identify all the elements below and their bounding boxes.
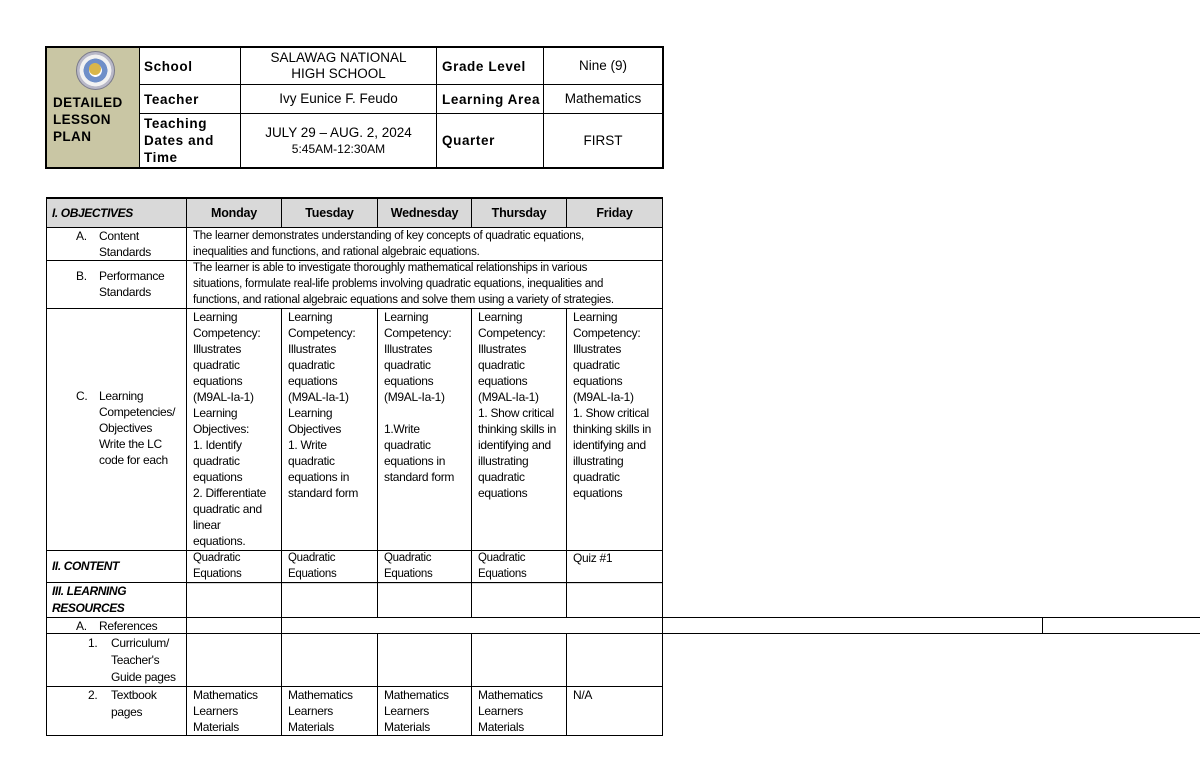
grid-line (46, 633, 1200, 634)
resources-shade (186, 583, 662, 584)
teacher-value: Ivy Eunice F. Feudo (241, 85, 437, 114)
grid-line (1042, 617, 1043, 634)
grid-line (471, 633, 472, 735)
textbook-thursday: Mathematics Learners Materials (478, 688, 543, 734)
learning-resources-heading: III. LEARNING RESOURCES (52, 584, 127, 615)
content-thursday: Quadratic Equations (478, 552, 527, 580)
grade-level-label: Grade Level (437, 48, 544, 85)
grid-line (281, 308, 282, 617)
references-letter: A. (76, 619, 87, 633)
learning-area-label: Learning Area (437, 85, 544, 114)
time-value: 5:45AM-12:30AM (291, 141, 386, 156)
content-heading: II. CONTENT (52, 559, 119, 573)
learning-area-value: Mathematics (544, 85, 662, 114)
school-label: School (139, 48, 241, 85)
grid-line (566, 633, 567, 735)
grid-line (46, 582, 663, 583)
competencies-letter: C. (76, 389, 88, 403)
day-header-wednesday: Wednesday (390, 206, 459, 220)
performance-standards-text: The learner is able to investigate thoroughly mathematical relationships in various situations, formulate real-life problems involving quadratic equations, inequalities and functions, and rational algebraic equations and solve them using a variety of strategies. (193, 262, 614, 306)
content-standards-label: Content Standards (99, 229, 152, 259)
day-header-tuesday: Tuesday (305, 206, 354, 220)
title-line-1: DETAILED (53, 95, 123, 110)
grid-line (281, 617, 282, 634)
grid-line (46, 617, 1200, 618)
content-monday: Quadratic Equations (193, 552, 242, 580)
dates-label-line-2: Dates and (144, 133, 214, 148)
performance-standards-letter: B. (76, 269, 87, 283)
competencies-monday: Learning Competency: Illustrates quadratic equations (M9AL-Ia-1) Learning Objectives: 1. Identify quadratic equations 2. Differentiate quadratic and linear equations. (193, 310, 267, 548)
content-tuesday: Quadratic Equations (288, 552, 337, 580)
day-header-friday: Friday (596, 206, 633, 220)
title-line-3: PLAN (53, 129, 92, 144)
performance-standards-label: Performance Standards (99, 269, 165, 299)
grid-line (377, 633, 378, 735)
competencies-tuesday: Learning Competency: Illustrates quadratic equations (M9AL-Ia-1) Learning Objectives 1. Write quadratic equations in standard form (288, 310, 359, 500)
day-header-monday: Monday (210, 206, 258, 220)
grid-line (281, 633, 282, 735)
teaching-dates-value (241, 114, 437, 167)
quarter-value: FIRST (583, 132, 623, 148)
grid-line (46, 550, 663, 551)
content-friday: Quiz #1 (573, 551, 613, 565)
teaching-dates-label (139, 114, 241, 167)
textbook-friday: N/A (573, 688, 593, 702)
textbook-number: 2. (88, 688, 98, 702)
day-header-thursday: Thursday (491, 206, 547, 220)
document-title (53, 94, 123, 145)
textbook-label: Textbook pages (111, 688, 157, 719)
grid-line (377, 308, 378, 617)
grid-line (46, 197, 663, 199)
dates-label-line-3: Time (144, 150, 178, 165)
grade-level-value: Nine (9) (544, 48, 662, 85)
objectives-heading: I. OBJECTIVES (52, 206, 133, 220)
grid-line (46, 735, 663, 736)
textbook-monday: Mathematics Learners Materials (193, 688, 258, 734)
dates-value: JULY 29 – AUG. 2, 2024 (265, 124, 412, 140)
textbook-wednesday: Mathematics Learners Materials (384, 688, 449, 734)
curriculum-label: Curriculum/ Teacher's Guide pages (111, 636, 176, 684)
grid-line (186, 197, 187, 735)
competencies-wednesday: Learning Competency: Illustrates quadratic equations (M9AL-Ia-1) 1.Write quadratic equations in standard form (384, 310, 455, 484)
quarter-label: Quarter (437, 114, 544, 167)
teacher-label: Teacher (139, 85, 241, 114)
content-standards-letter: A. (76, 229, 87, 243)
school-value (241, 48, 437, 85)
grid-line (566, 308, 567, 617)
content-wednesday: Quadratic Equations (384, 552, 433, 580)
textbook-tuesday: Mathematics Learners Materials (288, 688, 353, 734)
title-line-2: LESSON (53, 112, 111, 127)
header-title-cell (47, 48, 140, 167)
content-standards-text: The learner demonstrates understanding of key concepts of quadratic equations, inequalities and functions, and rational algebraic equations. (193, 230, 584, 258)
grid-line (471, 308, 472, 617)
grid-line (662, 197, 663, 736)
competencies-friday: Learning Competency: Illustrates quadratic equations (M9AL-Ia-1) 1. Show critical thinking skills in identifying and illustrating quadratic equations (573, 310, 651, 500)
grid-line (46, 197, 47, 735)
lesson-plan-header-table (45, 46, 664, 169)
deped-seal-icon (76, 51, 115, 90)
references-label: References (99, 619, 158, 633)
school-value-line-2: HIGH SCHOOL (291, 66, 386, 81)
curriculum-number: 1. (88, 636, 98, 650)
competencies-thursday: Learning Competency: Illustrates quadratic equations (M9AL-Ia-1) 1. Show critical thinking skills in identifying and illustrating quadratic equations (478, 310, 556, 500)
competencies-label: Learning Competencies/ Objectives Write the LC code for each (99, 389, 176, 467)
school-value-line-1: SALAWAG NATIONAL (270, 50, 407, 65)
dates-label-line-1: Teaching (144, 116, 208, 131)
